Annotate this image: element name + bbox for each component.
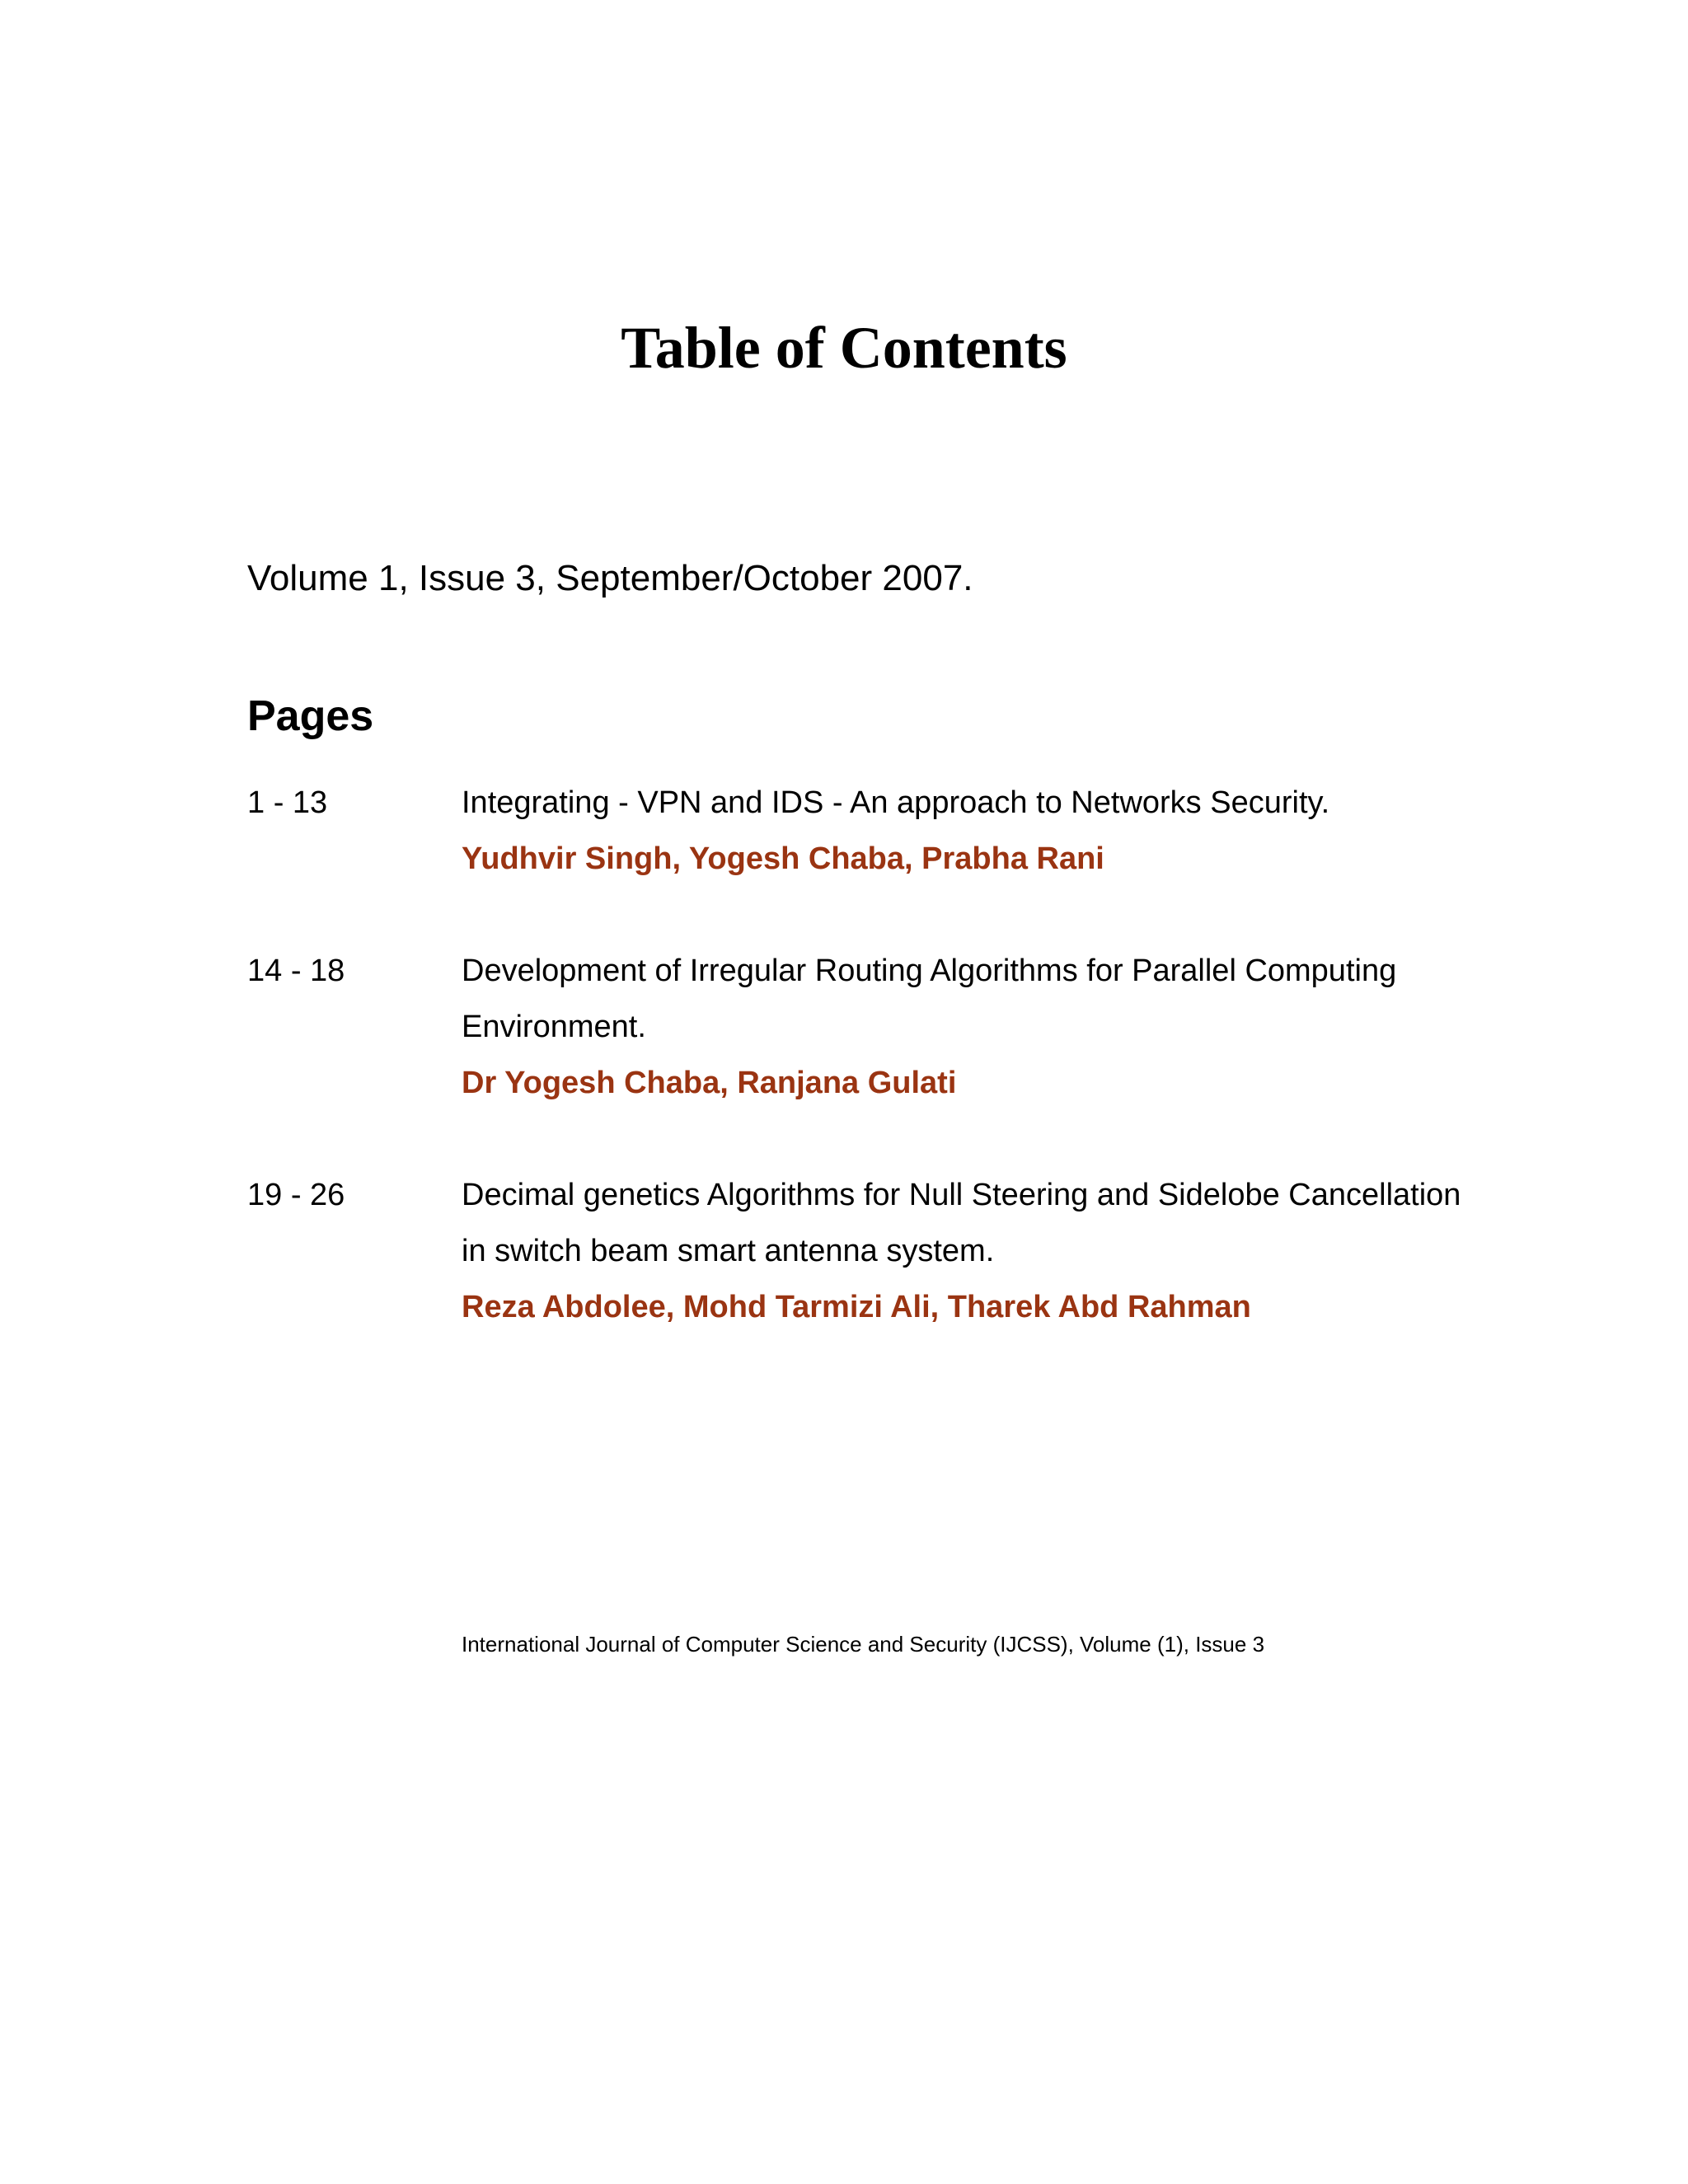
toc-entry-pages: 14 - 18 xyxy=(247,954,345,988)
toc-entry-title: Integrating - VPN and IDS - An approach to Networks Security. xyxy=(462,785,1330,820)
toc-entry-authors: Reza Abdolee, Mohd Tarmizi Ali, Tharek Abd Rahman xyxy=(462,1290,1251,1324)
toc-entry-body xyxy=(462,1167,1484,1335)
toc-entry-authors: Yudhvir Singh, Yogesh Chaba, Prabha Rani xyxy=(462,841,1104,876)
journal-footer: International Journal of Computer Science and Security (IJCSS), Volume (1), Issue 3 xyxy=(462,1632,1265,1657)
toc-entry-authors: Dr Yogesh Chaba, Ranjana Gulati xyxy=(462,1066,957,1100)
toc-entry-body xyxy=(462,943,1484,1111)
toc-entry-pages: 1 - 13 xyxy=(247,785,328,820)
toc-entry xyxy=(247,943,1484,1111)
toc-entry-title: Development of Irregular Routing Algorithms for Parallel Computing Environment. xyxy=(462,954,1397,1044)
toc-entry-body xyxy=(462,775,1484,887)
page-title: Table of Contents xyxy=(621,315,1067,381)
toc-list xyxy=(247,775,1484,1335)
toc-entry xyxy=(247,1167,1484,1335)
toc-entry-pages: 19 - 26 xyxy=(247,1178,345,1212)
issue-line: Volume 1, Issue 3, September/October 2007. xyxy=(247,558,973,598)
pages-heading: Pages xyxy=(247,692,374,740)
toc-entry-title: Decimal genetics Algorithms for Null Steering and Sidelobe Cancellation in switch beam smart antenna system. xyxy=(462,1178,1461,1268)
toc-entry xyxy=(247,775,1484,887)
